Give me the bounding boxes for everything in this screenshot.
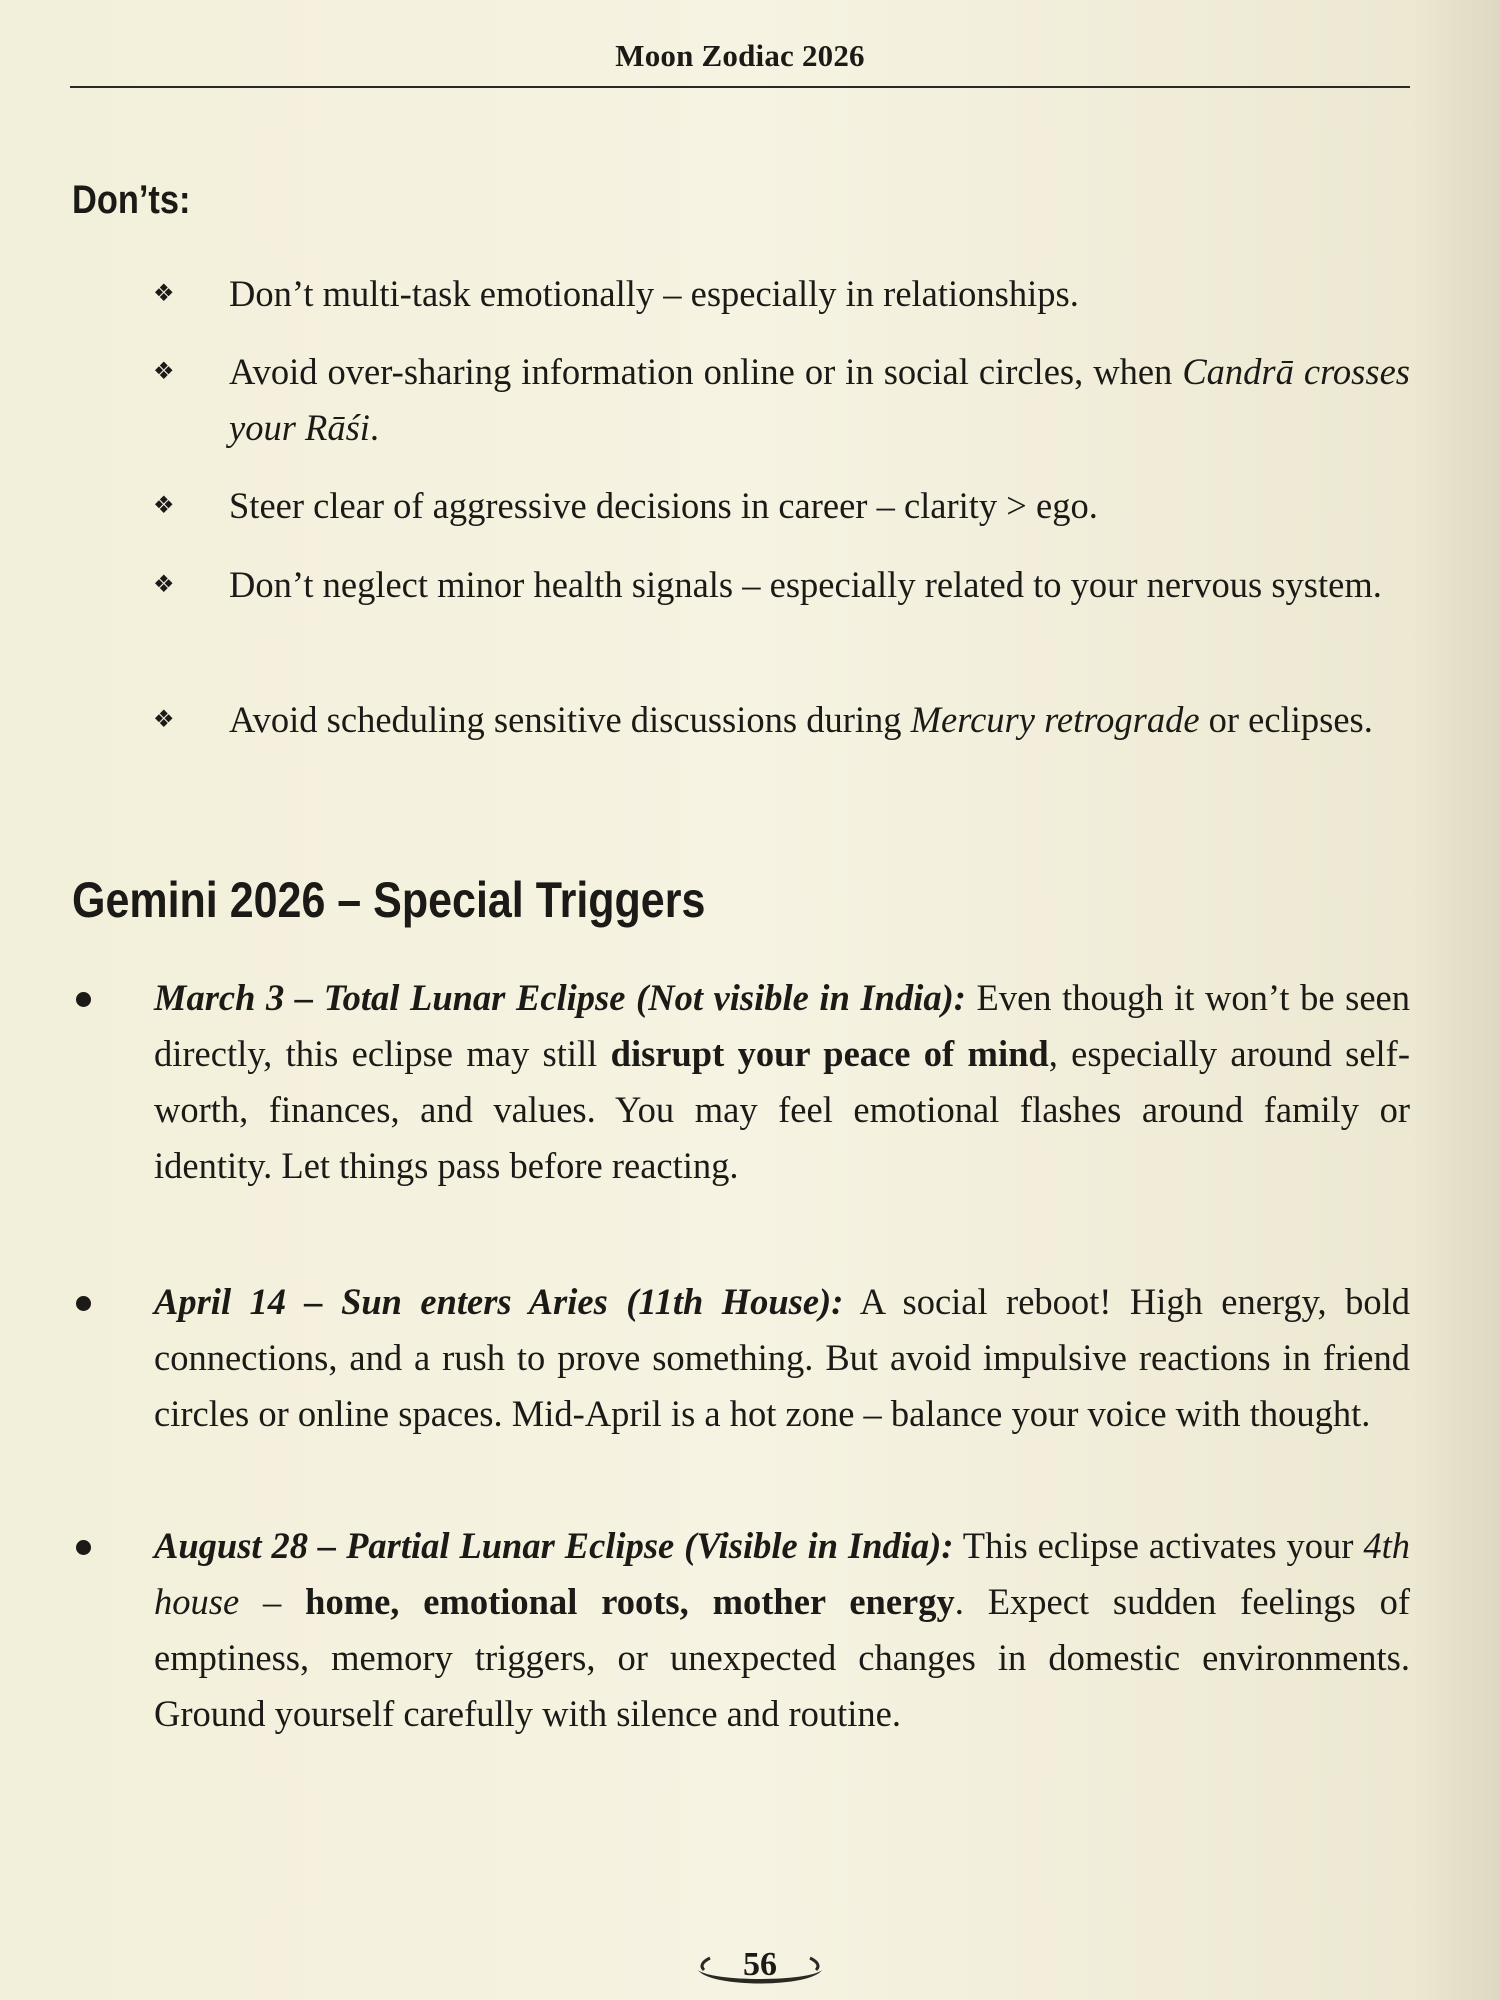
- trigger-text: March 3 – Total Lunar Eclipse (Not visible in India): Even though it won’t be seen directly, this eclipse may still disrupt your peace of mind, especially around self-worth, finances, and values. You may feel emotional flashes around family or identity. Let things pass before reacting.: [154, 977, 1410, 1186]
- filled-dot-icon: [76, 1540, 91, 1555]
- trigger-item: [72, 970, 1410, 1194]
- dont-item-text: Don’t neglect minor health signals – especially related to your nervous system.: [229, 564, 1382, 605]
- trigger-item: [72, 1274, 1410, 1442]
- page-number-text: 56: [743, 1946, 777, 1983]
- running-head: Moon Zodiac 2026: [615, 38, 865, 73]
- header-rule: [70, 86, 1410, 88]
- trigger-text: April 14 – Sun enters Aries (11th House): A social reboot! High energy, bold connections, and a rush to prove something. But avoid impulsive reactions in friend circles or online spaces. Mid-April is a hot zone – balance your voice with thought.: [154, 1281, 1410, 1434]
- dont-item-text: Steer clear of aggressive decisions in career – clarity > ego.: [229, 485, 1098, 526]
- dont-item: [153, 478, 1410, 534]
- triggers-heading: Gemini 2026 – Special Triggers: [72, 872, 706, 928]
- dont-item-text: Avoid over-sharing information online or in social circles, when Candrā crosses your Rāśi.: [229, 351, 1410, 448]
- dont-item-text: Avoid scheduling sensitive discussions during Mercury retrograde or eclipses.: [229, 699, 1373, 740]
- diamond-cluster-icon: ❖: [153, 707, 175, 733]
- diamond-cluster-icon: ❖: [153, 572, 175, 598]
- filled-dot-icon: [76, 1296, 91, 1311]
- diamond-cluster-icon: ❖: [153, 281, 175, 307]
- trigger-text: August 28 – Partial Lunar Eclipse (Visible in India): This eclipse activates your 4th house – home, emotional roots, mother energy. Expect sudden feelings of emptiness, memory triggers, or unexpected changes in domestic environments. Ground yourself carefully with silence and routine.: [154, 1525, 1410, 1734]
- diamond-cluster-icon: ❖: [153, 493, 175, 519]
- dont-item-text: Don’t multi-task emotionally – especially in relationships.: [229, 273, 1079, 314]
- dont-item: [153, 692, 1410, 748]
- page-number: [690, 1944, 830, 1990]
- dont-item: [153, 557, 1410, 613]
- diamond-cluster-icon: ❖: [153, 359, 175, 385]
- trigger-item: [72, 1518, 1410, 1742]
- donts-heading: Don’ts:: [72, 178, 191, 222]
- filled-dot-icon: [76, 992, 91, 1007]
- dont-item: [153, 266, 1410, 322]
- dont-item: [153, 344, 1410, 456]
